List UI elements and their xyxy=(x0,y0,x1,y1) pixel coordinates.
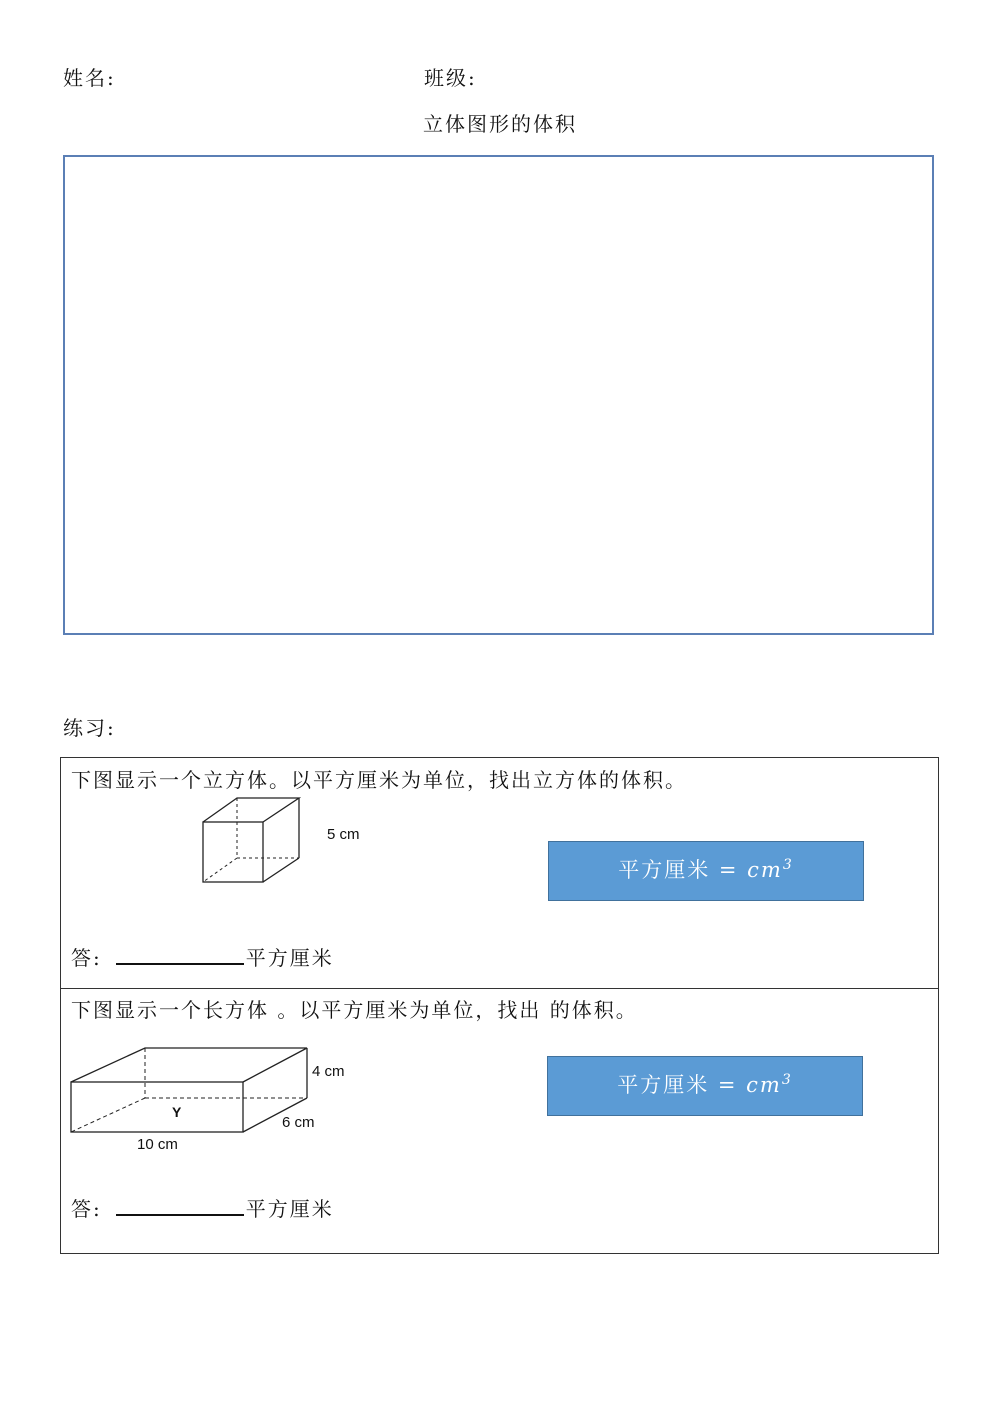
unit-box-prefix: 平方厘米 = xyxy=(618,858,748,882)
unit-box-exponent: 3 xyxy=(782,857,794,873)
question-table xyxy=(60,757,939,1254)
question-row-cube xyxy=(61,758,938,989)
unit-box-unit: cm xyxy=(746,1073,782,1097)
unit-box-exponent: 3 xyxy=(781,1072,793,1088)
question-text: 下图显示一个长方体 。以平方厘米为单位，找出 的体积。 xyxy=(71,998,638,1022)
cuboid-height-label: 4 cm xyxy=(312,1063,345,1080)
unit-box-prefix: 平方厘米 = xyxy=(617,1073,747,1097)
answer-prefix: 答: xyxy=(71,1197,102,1221)
cuboid-front-face xyxy=(71,1082,243,1132)
cube-front-face xyxy=(203,822,263,882)
content-frame xyxy=(63,155,934,635)
cube-side-label: 5 cm xyxy=(327,826,360,843)
answer-line xyxy=(71,942,334,971)
cuboid-width-label: 6 cm xyxy=(282,1114,315,1131)
page-title: 立体图形的体积 xyxy=(423,112,577,136)
practice-label: 练习: xyxy=(63,716,116,740)
unit-box xyxy=(547,1056,863,1116)
cuboid-hidden-diagonal xyxy=(71,1098,145,1132)
answer-line xyxy=(71,1193,334,1222)
answer-suffix: 平方厘米 xyxy=(245,1197,334,1221)
answer-prefix: 答: xyxy=(71,946,102,970)
unit-box-unit: cm xyxy=(747,858,783,882)
cube-hidden-diagonal xyxy=(203,858,237,882)
question-text: 下图显示一个立方体。以平方厘米为单位，找出立方体的体积。 xyxy=(71,768,687,792)
question-row-cuboid xyxy=(61,988,938,1253)
cuboid-length-label: 10 cm xyxy=(137,1136,178,1153)
cube-top-face xyxy=(203,798,299,822)
cuboid-face-label: Y xyxy=(172,1104,182,1120)
class-label: 班级: xyxy=(424,66,477,90)
cube-bottom-right-edge xyxy=(263,858,299,882)
cuboid-top-face xyxy=(71,1048,307,1082)
unit-box xyxy=(548,841,864,901)
answer-blank[interactable] xyxy=(116,1196,244,1216)
name-label: 姓名: xyxy=(63,66,116,90)
answer-suffix: 平方厘米 xyxy=(245,946,334,970)
cube-figure xyxy=(201,798,311,888)
answer-blank[interactable] xyxy=(116,945,244,965)
